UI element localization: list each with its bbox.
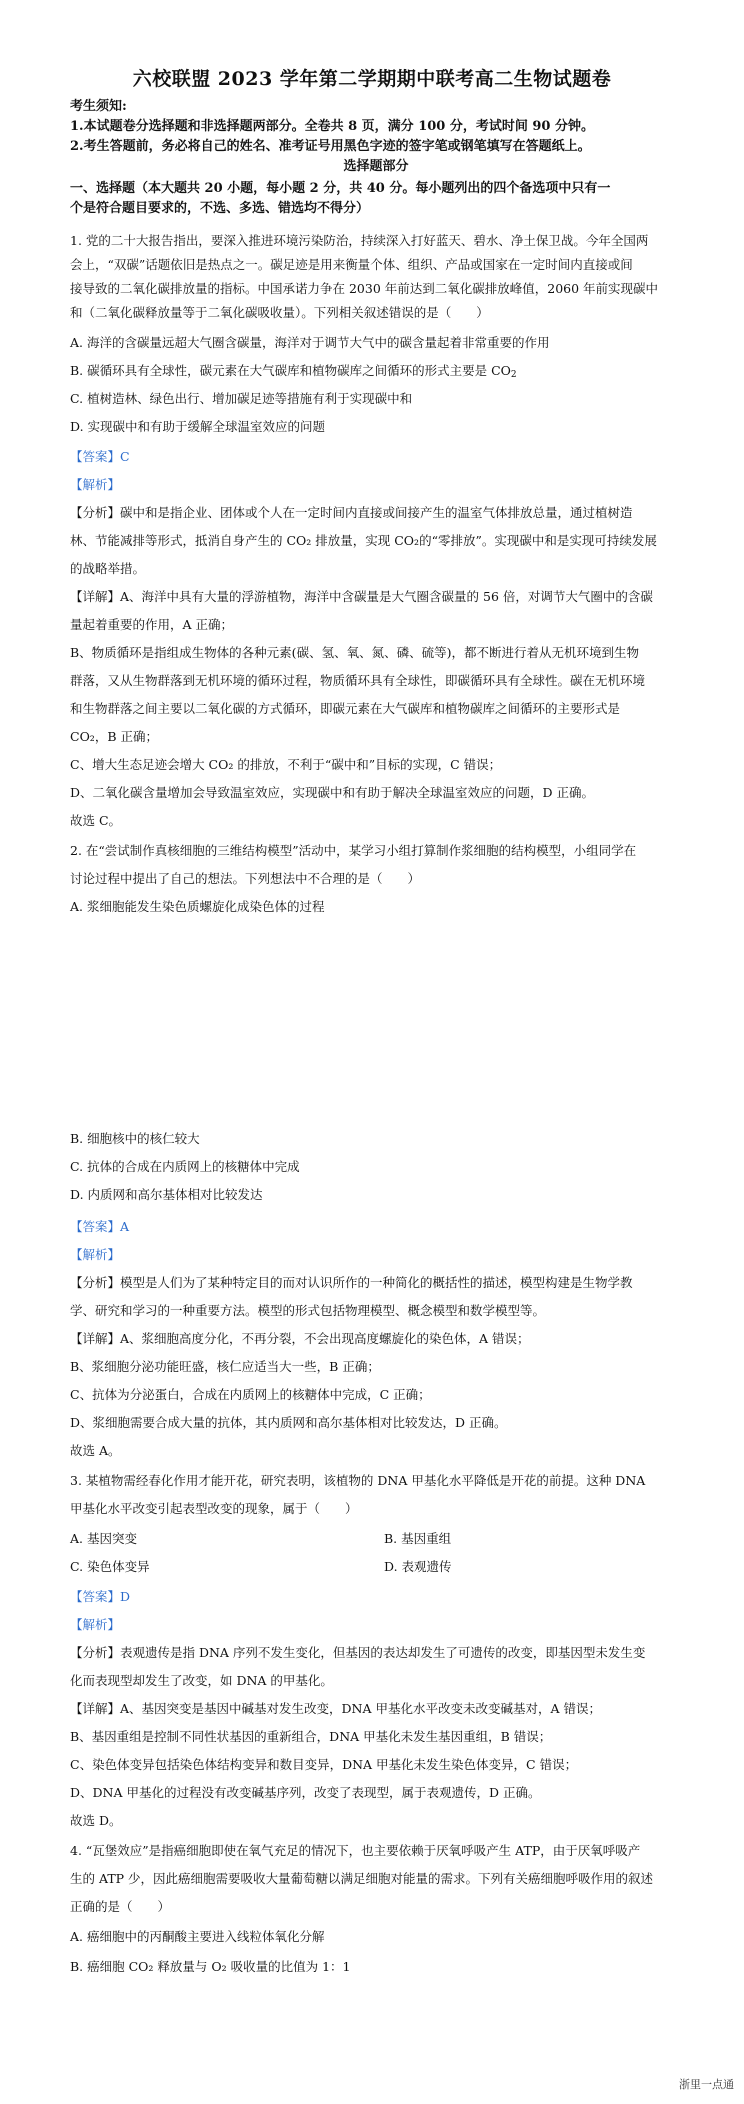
q4-option-a: A. 癌细胞中的丙酮酸主要进入线粒体氧化分解 — [70, 1929, 325, 1944]
q1-option-d: D. 实现碳中和有助于缓解全球温室效应的问题 — [70, 419, 326, 434]
q1-analysis: 林、节能减排等形式，抵消自身产生的 CO₂ 排放量，实现 CO₂的“零排放”。实现碳中和是实现可持续发展 — [70, 533, 657, 548]
q4-stem: 正确的是（ ） — [70, 1899, 171, 1914]
footer-watermark: 浙里一点通 — [679, 2078, 734, 2091]
page-title: 六校联盟 2023 学年第二学期期中联考高二生物试题卷 — [132, 68, 612, 90]
q3-detail: C、染色体变异包括染色体结构变异和数目变异，DNA 甲基化未发生染色体变异，C 错误； — [70, 1757, 578, 1772]
q2-analysis-label: 【解析】 — [70, 1247, 121, 1262]
q1-detail: D、二氧化碳含量增加会导致温室效应，实现碳中和有助于解决全球温室效应的问题，D 正确。 — [70, 785, 595, 800]
q3-option-d: D. 表观遗传 — [384, 1559, 452, 1574]
q3-analysis: 【分析】表观遗传是指 DNA 序列不发生变化，但基因的表达却发生了可遗传的改变，即基因型未发生变 — [70, 1645, 646, 1660]
q4-stem: 4. “瓦堡效应”是指癌细胞即使在氧气充足的情况下，也主要依赖于厌氧呼吸产生 ATP，由于厌氧呼吸产 — [70, 1843, 641, 1858]
q1-stem: 1. 党的二十大报告指出，要深入推进环境污染防治，持续深入打好蓝天、碧水、净土保卫战。今年全国两 — [70, 233, 649, 248]
q4-option-b: B. 癌细胞 CO₂ 释放量与 O₂ 吸收量的比值为 1：1 — [70, 1959, 351, 1974]
q1-stem: 和（二氧化碳释放量等于二氧化碳吸收量）。下列相关叙述错误的是（ ） — [70, 305, 489, 320]
q1-stem: 会上，“双碳”话题依旧是热点之一。碳足迹是用来衡量个体、组织、产品或国家在一定时间内直接或间 — [70, 257, 633, 272]
q1-detail: CO₂，B 正确； — [70, 729, 158, 744]
q2-answer: 【答案】A — [70, 1219, 130, 1234]
q3-analysis: 化而表现型却发生了改变，如 DNA 的甲基化。 — [70, 1673, 333, 1688]
q1-detail: 和生物群落之间主要以二氧化碳的方式循环，即碳元素在大气碳库和植物碳库之间循环的主要形式是 — [70, 701, 621, 716]
q1-analysis: 【分析】碳中和是指企业、团体或个人在一定时间内直接或间接产生的温室气体排放总量，通过植树造 — [70, 505, 633, 520]
q3-conclusion: 故选 D。 — [70, 1813, 122, 1828]
q2-option-c: C. 抗体的合成在内质网上的核糖体中完成 — [70, 1159, 300, 1174]
notice-item: 1.本试题卷分选择题和非选择题两部分。全卷共 8 页，满分 100 分，考试时间 90 分钟。 — [70, 119, 594, 134]
q1-detail: 群落，又从生物群落到无机环境的循环过程，物质循环具有全球性，即碳循环具有全球性。碳在无机环境 — [70, 673, 646, 688]
q3-detail: B、基因重组是控制不同性状基因的重新组合，DNA 甲基化未发生基因重组，B 错误； — [70, 1729, 552, 1744]
q2-stem: 2. 在“尝试制作真核细胞的三维结构模型”活动中，某学习小组打算制作浆细胞的结构模型，小组同学在 — [70, 843, 637, 858]
q3-stem: 甲基化水平改变引起表型改变的现象，属于（ ） — [70, 1501, 358, 1516]
q3-option-b: B. 基因重组 — [384, 1531, 452, 1546]
section-title: 选择题部分 — [343, 159, 409, 174]
q3-stem: 3. 某植物需经春化作用才能开花，研究表明，该植物的 DNA 甲基化水平降低是开花的前提。这种 DNA — [70, 1473, 646, 1488]
q3-answer: 【答案】D — [70, 1589, 131, 1604]
q2-option-d: D. 内质网和高尔基体相对比较发达 — [70, 1187, 263, 1202]
notice-item: 2.考生答题前，务必将自己的姓名、准考证号用黑色字迹的签字笔或钢笔填写在答题纸上。 — [70, 139, 591, 154]
blank-area — [70, 965, 674, 1125]
q1-detail: C、增大生态足迹会增大 CO₂ 的排放，不利于“碳中和”目标的实现，C 错误； — [70, 757, 502, 772]
q1-option-a: A. 海洋的含碳量远超大气圈含碳量，海洋对于调节大气中的碳含量起着非常重要的作用 — [70, 335, 550, 350]
q2-option-b: B. 细胞核中的核仁较大 — [70, 1131, 200, 1146]
q2-detail: B、浆细胞分泌功能旺盛，核仁应适当大一些，B 正确； — [70, 1359, 380, 1374]
q2-detail: C、抗体为分泌蛋白，合成在内质网上的核糖体中完成，C 正确； — [70, 1387, 431, 1402]
q1-detail: B、物质循环是指组成生物体的各种元素(碳、氢、氧、氮、磷、硫等)，都不断进行着从无机环境到生物 — [70, 645, 639, 660]
q3-option-a: A. 基因突变 — [70, 1531, 137, 1546]
q2-stem: 讨论过程中提出了自己的想法。下列想法中不合理的是（ ） — [70, 871, 421, 886]
q1-detail: 【详解】A、海洋中具有大量的浮游植物，海洋中含碳量是大气圈含碳量的 56 倍，对调节大气圈中的含碳 — [70, 589, 653, 604]
section-instruction: 一、选择题（本大题共 20 小题，每小题 2 分，共 40 分。每小题列出的四个备选项中只有一 — [70, 181, 611, 196]
section-instruction: 个是符合题目要求的，不选、多选、错选均不得分） — [70, 201, 370, 216]
q2-analysis: 【分析】模型是人们为了某种特定目的而对认识所作的一种简化的概括性的描述，模型构建是生物学教 — [70, 1275, 633, 1290]
q3-option-c: C. 染色体变异 — [70, 1559, 150, 1574]
q3-analysis-label: 【解析】 — [70, 1617, 121, 1632]
q1-detail: 量起着重要的作用，A 正确； — [70, 617, 234, 632]
q2-option-a: A. 浆细胞能发生染色质螺旋化成染色体的过程 — [70, 899, 325, 914]
q1-analysis-label: 【解析】 — [70, 477, 121, 492]
q3-detail: D、DNA 甲基化的过程没有改变碱基序列，改变了表现型，属于表观遗传，D 正确。 — [70, 1785, 541, 1800]
q1-answer: 【答案】C — [70, 449, 130, 464]
q2-detail: D、浆细胞需要合成大量的抗体，其内质网和高尔基体相对比较发达，D 正确。 — [70, 1415, 507, 1430]
notice-heading: 考生须知: — [70, 99, 127, 114]
q2-conclusion: 故选 A。 — [70, 1443, 121, 1458]
q4-stem: 生的 ATP 少，因此癌细胞需要吸收大量葡萄糖以满足细胞对能量的需求。下列有关癌细胞呼吸作用的叙述 — [70, 1871, 654, 1886]
q2-analysis: 学、研究和学习的一种重要方法。模型的形式包括物理模型、概念模型和数学模型等。 — [70, 1303, 546, 1318]
q1-conclusion: 故选 C。 — [70, 813, 122, 828]
q3-detail: 【详解】A、基因突变是基因中碱基对发生改变，DNA 甲基化水平改变未改变碱基对，A 错误； — [70, 1701, 601, 1716]
q1-option-c: C. 植树造林、绿色出行、增加碳足迹等措施有利于实现碳中和 — [70, 391, 413, 406]
q1-analysis: 的战略举措。 — [70, 561, 146, 576]
q2-detail: 【详解】A、浆细胞高度分化，不再分裂，不会出现高度螺旋化的染色体，A 错误； — [70, 1331, 530, 1346]
q1-option-b: B. 碳循环具有全球性，碳元素在大气碳库和植物碳库之间循环的形式主要是 $CO_2$ — [70, 363, 517, 380]
q1-stem: 接导致的二氧化碳排放量的指标。中国承诺力争在 2030 年前达到二氧化碳排放峰值，2060 年前实现碳中 — [70, 281, 659, 296]
